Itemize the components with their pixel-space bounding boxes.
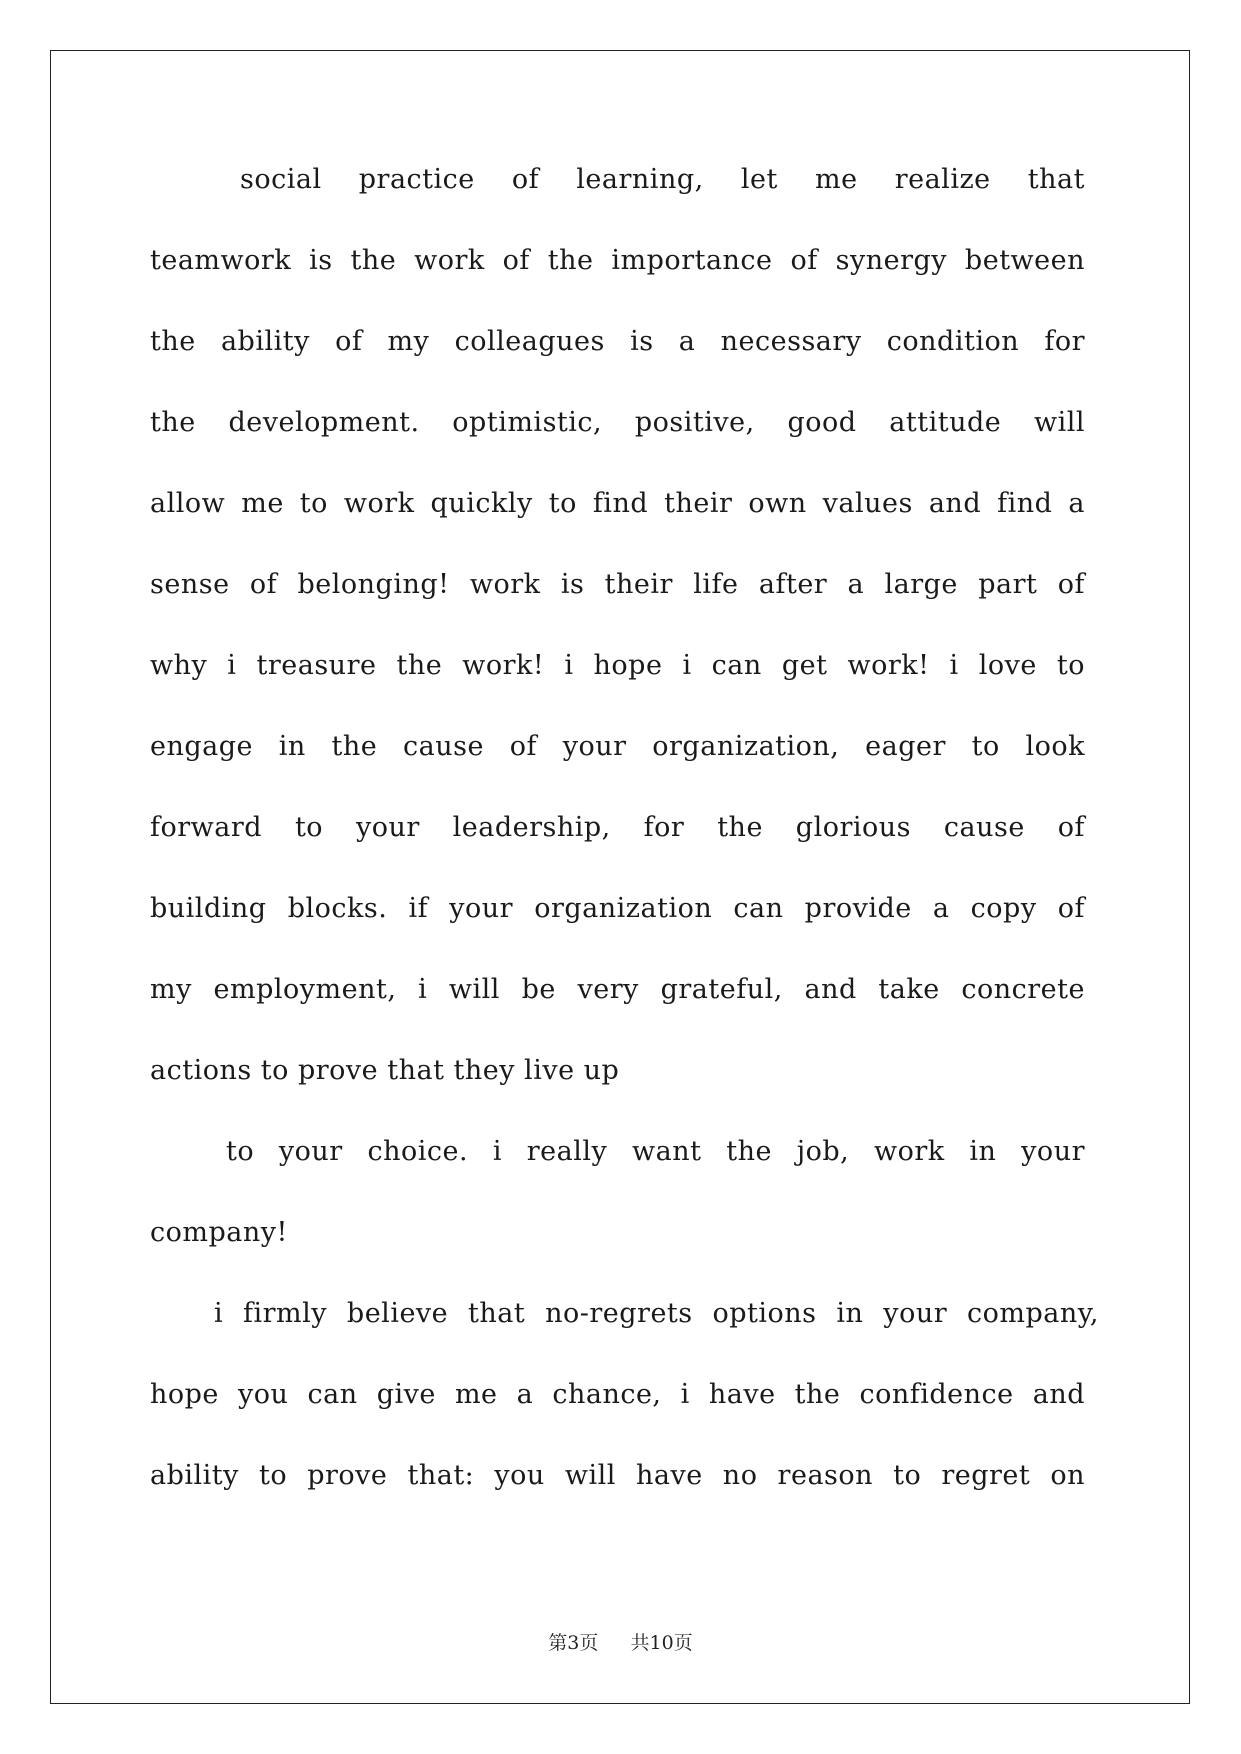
page-number: 第3页 (548, 1632, 599, 1654)
text-line: hope you can give me a chance, i have the confidence and (150, 1379, 1085, 1410)
page-total: 共10页 (630, 1632, 693, 1654)
text-line: why i treasure the work! i hope i can get work! i love to (150, 650, 1085, 681)
text-line: forward to your leadership, for the glorious cause of (150, 812, 1085, 843)
text-line: my employment, i will be very grateful, and take concrete (150, 974, 1085, 1005)
text-line: the ability of my colleagues is a necessary condition for (150, 326, 1085, 357)
text-line: engage in the cause of your organization, eager to look (150, 731, 1085, 762)
text-line: building blocks. if your organization can provide a copy of (150, 893, 1085, 924)
text-line: actions to prove that they live up (150, 1055, 620, 1086)
text-line: i firmly believe that no-regrets options in your company, (214, 1298, 1099, 1329)
text-line: to your choice. i really want the job, work in your (226, 1136, 1085, 1167)
text-line: allow me to work quickly to find their own values and find a (150, 488, 1085, 519)
text-line: ability to prove that: you will have no reason to regret on (150, 1460, 1085, 1491)
text-line: company! (150, 1217, 288, 1248)
text-line: social practice of learning, let me realize that (240, 164, 1085, 195)
page-footer (0, 1628, 1241, 1655)
text-line: the development. optimistic, positive, good attitude will (150, 407, 1085, 438)
text-line: teamwork is the work of the importance of synergy between (150, 245, 1085, 276)
text-line: sense of belonging! work is their life after a large part of (150, 569, 1085, 600)
